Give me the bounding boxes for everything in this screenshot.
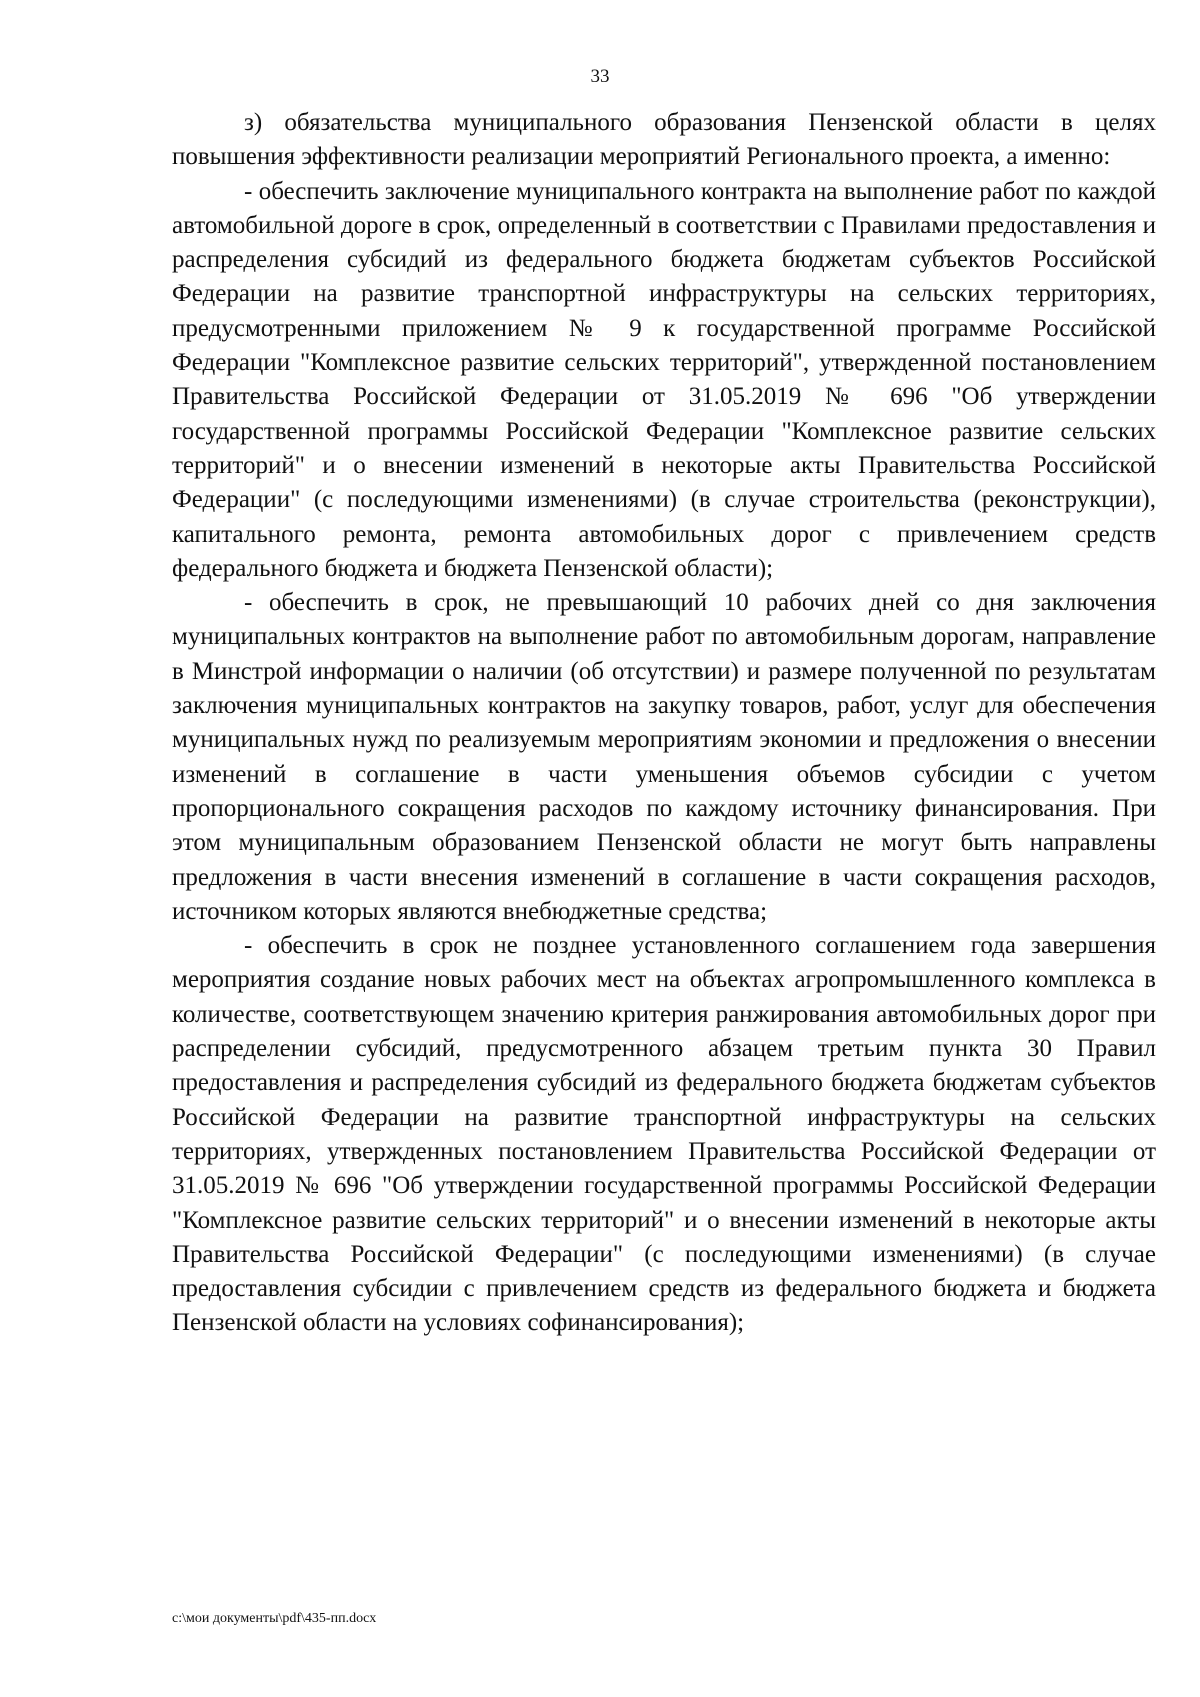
paragraph-obligations-intro: з) обязательства муниципального образования Пензенской области в целях повышения эффективности реализации мероприятий Регионального проекта, а именно:	[172, 109, 1156, 171]
paragraph-contract-conclusion: - обеспечить заключение муниципального контракта на выполнение работ по каждой автомобильной дороге в срок, определенный в соответствии с Правилами предоставления и распределения субсидий из федерального бюджета бюджетам субъектов Российской Федерации на развитие транспортной инфраструктуры на сельских территориях, предусмотренными приложением № 9 к государственной программе Российской Федерации "Комплексное развитие сельских территорий", утвержденной постановлением Правительства Российской Федерации от 31.05.2019 № 696 "Об утверждении государственной программы Российской Федерации "Комплексное развитие сельских территорий" и о внесении изменений в некоторые акты Правительства Российской Федерации" (с последующими изменениями) (в случае строительства (реконструкции), капитального ремонта, ремонта автомобильных дорог с привлечением средств федерального бюджета и бюджета Пензенской области);	[172, 177, 1156, 582]
document-body	[172, 106, 1156, 1341]
footer-file-path: c:\мои документы\pdf\435-пп.docx	[172, 1611, 377, 1626]
paragraph-savings-information: - обеспечить в срок, не превышающий 10 рабочих дней со дня заключения муниципальных контрактов на выполнение работ по автомобильным дорогам, направление в Минстрой информации о наличии (об отсутствии) и размере полученной по результатам заключения муниципальных контрактов на закупку товаров, работ, услуг для обеспечения муниципальных нужд по реализуемым мероприятиям экономии и предложения о внесении изменений в соглашение в части уменьшения объемов субсидии с учетом пропорционального сокращения расходов по каждому источнику финансирования. При этом муниципальным образованием Пензенской области не могут быть направлены предложения в части внесения изменений в соглашение в части сокращения расходов, источником которых являются внебюджетные средства;	[172, 589, 1156, 925]
page-number: 33	[590, 66, 610, 87]
paragraph-new-jobs: - обеспечить в срок не позднее установленного соглашением года завершения мероприятия создание новых рабочих мест на объектах агропромышленного комплекса в количестве, соответствующем значению критерия ранжирования автомобильных дорог при распределении субсидий, предусмотренного абзацем третьим пункта 30 Правил предоставления и распределения субсидий из федерального бюджета бюджетам субъектов Российской Федерации на развитие транспортной инфраструктуры на сельских территориях, утвержденных постановлением Правительства Российской Федерации от 31.05.2019 № 696 "Об утверждении государственной программы Российской Федерации "Комплексное развитие сельских территорий" и о внесении изменений в некоторые акты Правительства Российской Федерации" (с последующими изменениями) (в случае предоставления субсидии с привлечением средств из федерального бюджета и бюджета Пензенской области на условиях софинансирования);	[172, 932, 1156, 1337]
